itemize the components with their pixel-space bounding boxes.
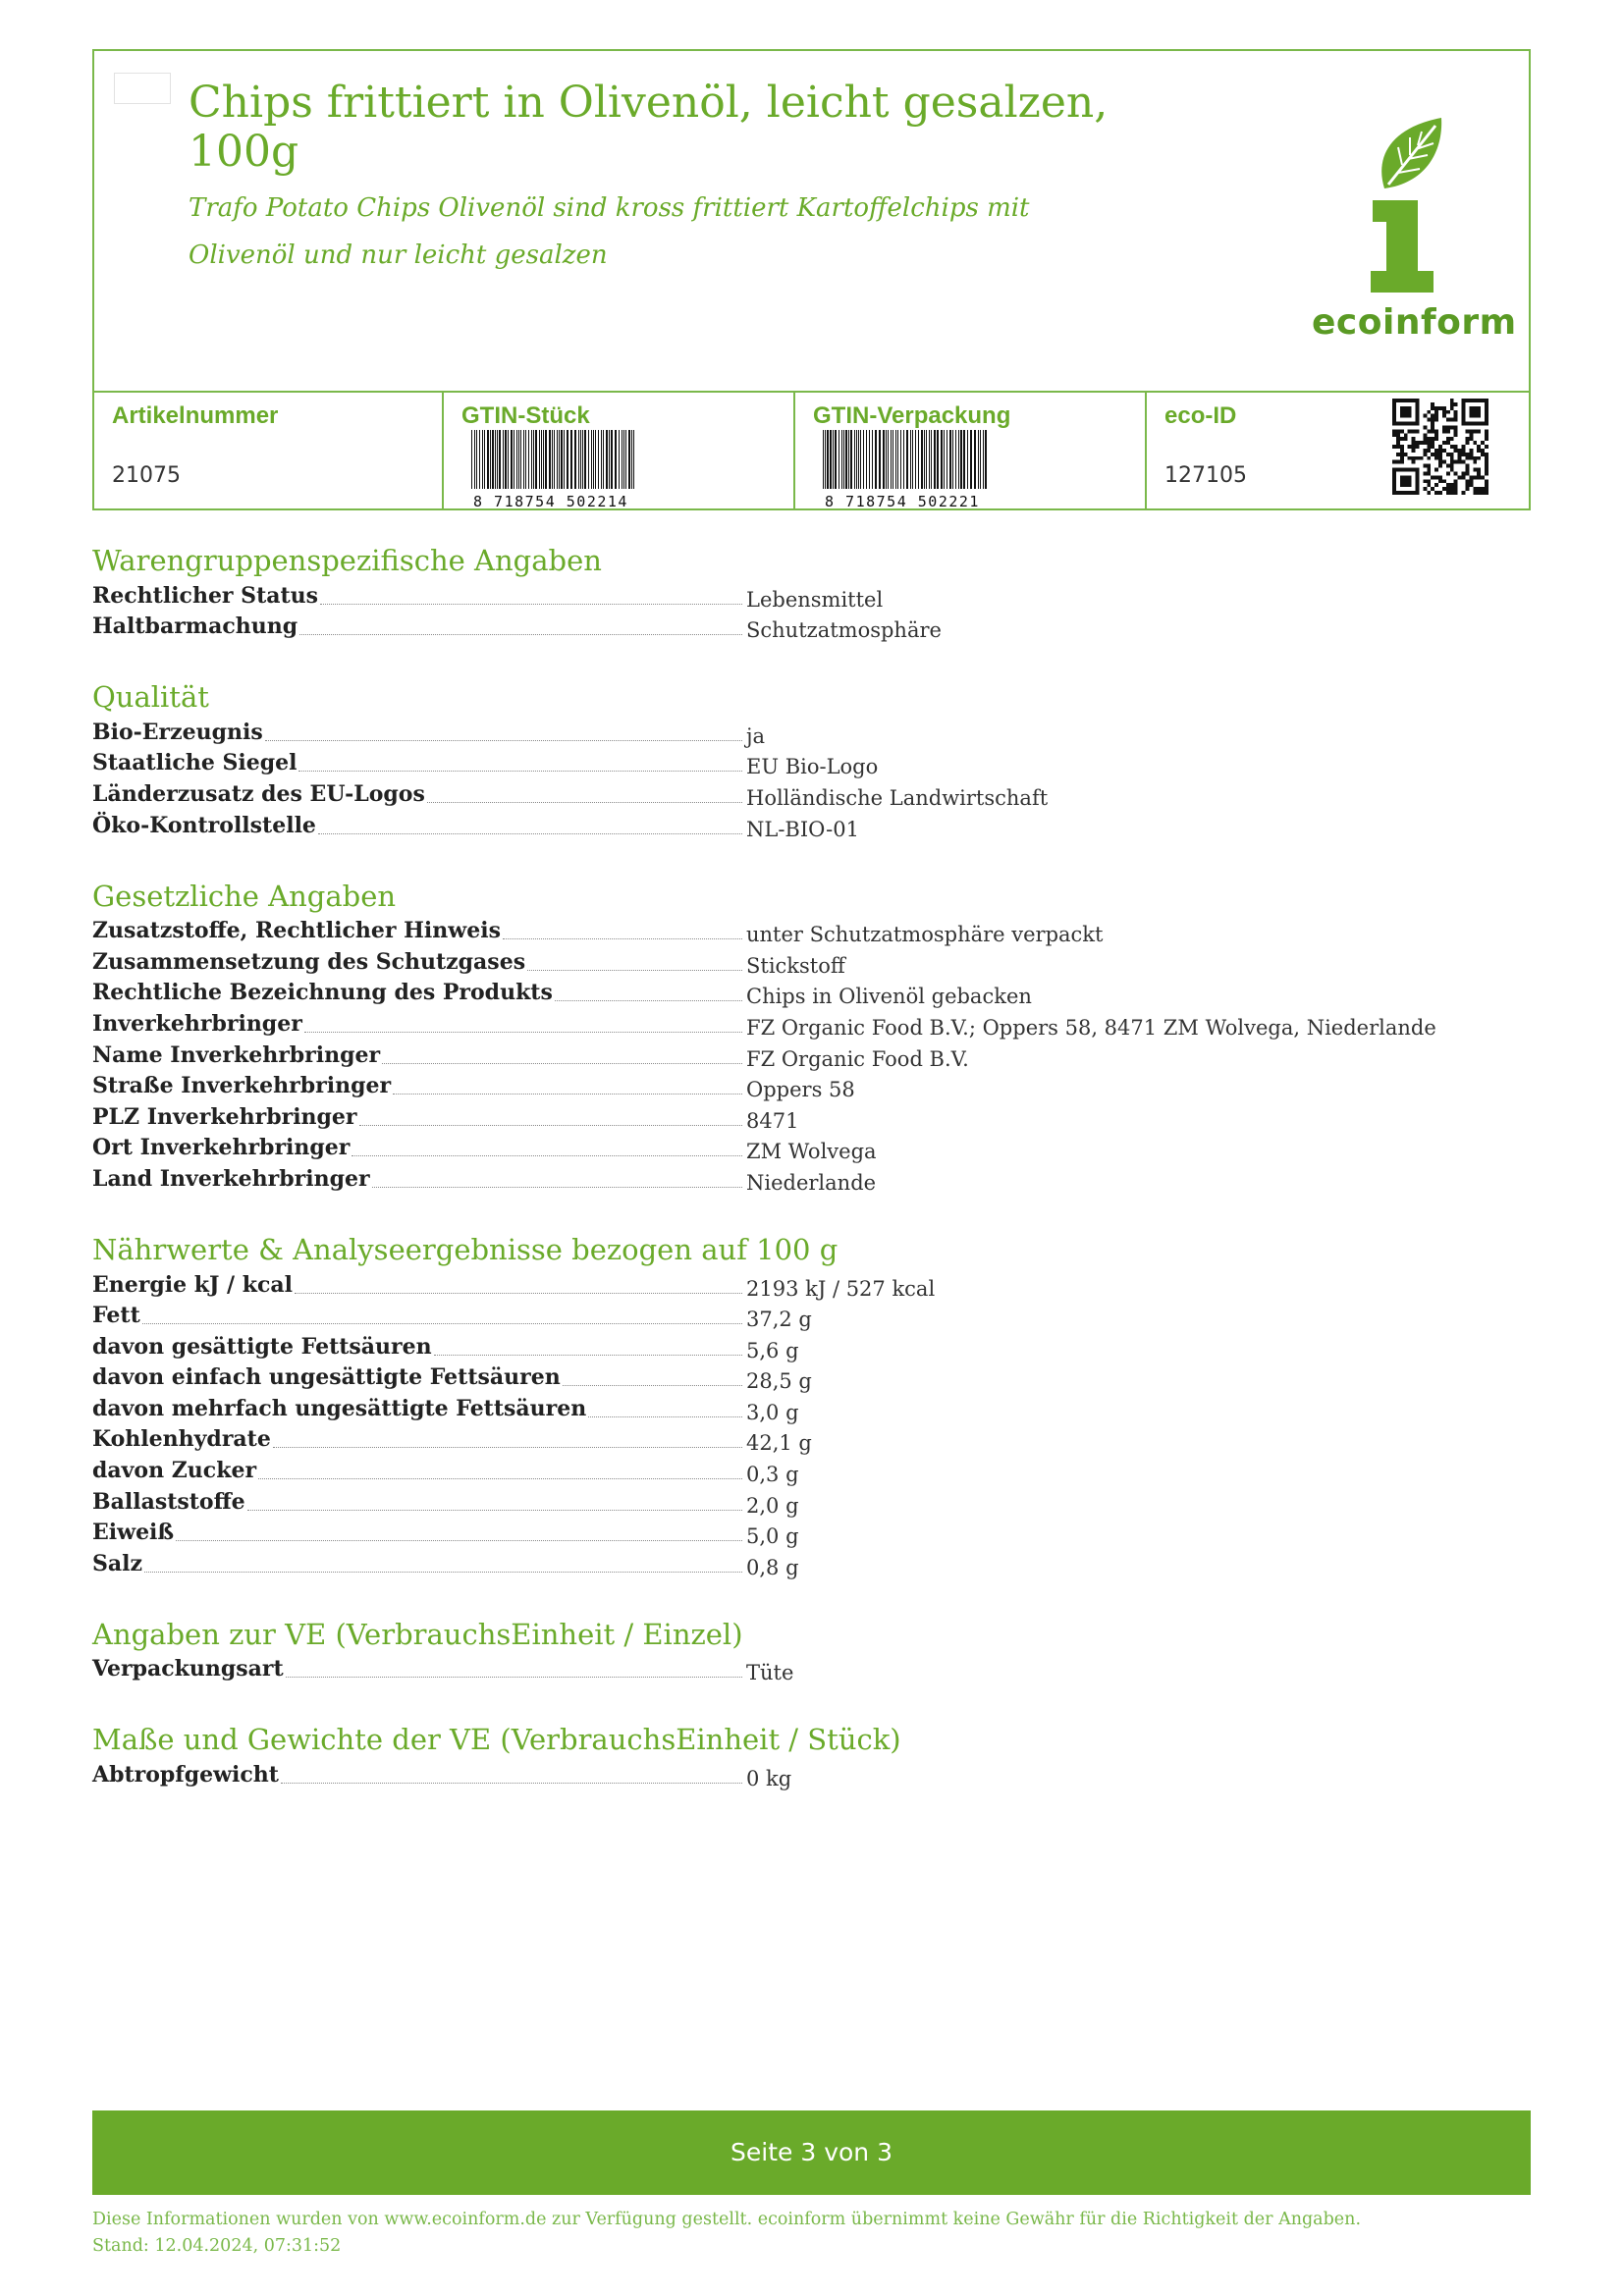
logo-wordmark: ecoinform bbox=[1312, 302, 1517, 343]
attribute-row bbox=[92, 1456, 1531, 1487]
attribute-label-wrap bbox=[92, 614, 742, 639]
attribute-label: Name Inverkehrbringer bbox=[92, 1041, 381, 1068]
attribute-label-wrap bbox=[92, 1272, 742, 1298]
attribute-label: Eiweiß bbox=[92, 1520, 175, 1546]
attribute-label: Haltbarmachung bbox=[92, 614, 298, 640]
qr-code[interactable] bbox=[1392, 399, 1488, 495]
attribute-row bbox=[92, 1270, 1531, 1302]
attribute-row bbox=[92, 1009, 1531, 1041]
attribute-row bbox=[92, 917, 1531, 948]
identifier-row bbox=[94, 391, 1529, 510]
attribute-label-wrap bbox=[92, 750, 742, 775]
dot-leader bbox=[563, 1384, 742, 1386]
artikelnummer-label: Artikelnummer bbox=[112, 402, 279, 429]
attribute-label: Salz bbox=[92, 1550, 142, 1576]
eco-id-label: eco-ID bbox=[1164, 402, 1237, 429]
attribute-label-wrap bbox=[92, 918, 742, 943]
disclaimer bbox=[92, 2207, 1531, 2260]
attribute-value: 0,3 g bbox=[746, 1463, 799, 1487]
attribute-value: 3,0 g bbox=[746, 1400, 799, 1424]
attribute-row bbox=[92, 1041, 1531, 1072]
section bbox=[92, 678, 1531, 841]
dot-leader bbox=[304, 1031, 742, 1033]
attribute-label: Straße Inverkehrbringer bbox=[92, 1073, 392, 1099]
attribute-label: davon einfach ungesättigte Fettsäuren bbox=[92, 1364, 561, 1391]
attribute-label: Inverkehrbringer bbox=[92, 1010, 302, 1037]
attribute-label: Rechtlicher Status bbox=[92, 582, 319, 609]
attribute-label: Staatliche Siegel bbox=[92, 750, 298, 776]
attribute-label-wrap bbox=[92, 1104, 742, 1130]
section bbox=[92, 878, 1531, 1196]
dot-leader bbox=[299, 633, 742, 635]
attribute-value: NL-BIO-01 bbox=[746, 817, 859, 841]
attribute-value: Stickstoff bbox=[746, 953, 845, 978]
attribute-row bbox=[92, 1363, 1531, 1395]
attribute-row bbox=[92, 1519, 1531, 1550]
attribute-label-wrap bbox=[92, 949, 742, 975]
attribute-label: Zusammensetzung des Schutzgases bbox=[92, 948, 526, 975]
attribute-label-wrap bbox=[92, 1551, 742, 1576]
gtin-verpackung-cell bbox=[793, 393, 1147, 508]
attribute-row bbox=[92, 1655, 1531, 1686]
artikelnummer-cell bbox=[94, 393, 442, 508]
attribute-label: Öko-Kontrollstelle bbox=[92, 812, 316, 838]
attribute-value: 8471 bbox=[746, 1108, 799, 1133]
attribute-label-wrap bbox=[92, 1364, 742, 1390]
attribute-value: Schutzatmosphäre bbox=[746, 618, 942, 643]
attribute-row bbox=[92, 1394, 1531, 1425]
attribute-label-wrap bbox=[92, 1011, 742, 1037]
attribute-label: PLZ Inverkehrbringer bbox=[92, 1103, 357, 1130]
gtin-verpackung-barcode bbox=[821, 430, 990, 510]
dot-leader bbox=[258, 1477, 742, 1479]
product-description: Trafo Potato Chips Olivenöl sind kross frittiert Kartoffelchips mit Olivenöl und nur leicht gesalzen bbox=[189, 193, 1030, 270]
attribute-value: 0,8 g bbox=[746, 1555, 799, 1579]
attribute-label-wrap bbox=[92, 1166, 742, 1192]
dot-leader bbox=[273, 1446, 742, 1448]
ecoinform-logo[interactable] bbox=[1312, 88, 1517, 353]
dot-leader bbox=[144, 1571, 742, 1573]
section bbox=[92, 1616, 1531, 1686]
dot-leader bbox=[372, 1186, 742, 1188]
attribute-label-wrap bbox=[92, 1396, 742, 1421]
product-title: Chips frittiert in Olivenöl, leicht gesalzen, 100g bbox=[189, 78, 1109, 177]
eco-id-value: 127105 bbox=[1164, 463, 1247, 488]
dot-leader bbox=[382, 1062, 742, 1064]
attribute-value: 5,0 g bbox=[746, 1524, 799, 1549]
attribute-value: 0 kg bbox=[746, 1767, 792, 1791]
attribute-value: 2,0 g bbox=[746, 1493, 799, 1518]
dot-leader bbox=[247, 1509, 742, 1511]
attribute-label: davon gesättigte Fettsäuren bbox=[92, 1333, 432, 1360]
attribute-row bbox=[92, 718, 1531, 749]
dot-leader bbox=[427, 801, 742, 803]
attribute-label: Rechtliche Bezeichnung des Produkts bbox=[92, 980, 553, 1006]
attribute-value: 37,2 g bbox=[746, 1308, 812, 1332]
dot-leader bbox=[555, 999, 742, 1001]
attribute-row bbox=[92, 1760, 1531, 1791]
dot-leader bbox=[588, 1415, 742, 1417]
gtin-verpackung-label: GTIN-Verpackung bbox=[813, 402, 1011, 429]
attribute-row bbox=[92, 1332, 1531, 1363]
attribute-row bbox=[92, 1102, 1531, 1134]
section bbox=[92, 542, 1531, 643]
disclaimer-text: Diese Informationen wurden von www.ecoinform.de zur Verfügung gestellt. ecoinform übernimmt keine Gewähr für die Richtigkeit der Angaben. bbox=[92, 2210, 1362, 2229]
attribute-row bbox=[92, 749, 1531, 780]
svg-text:8 718754 502214: 8 718754 502214 bbox=[473, 493, 628, 510]
attribute-label-wrap bbox=[92, 1656, 742, 1682]
product-details bbox=[92, 542, 1531, 1827]
dot-leader bbox=[359, 1124, 742, 1126]
attribute-row bbox=[92, 779, 1531, 811]
attribute-label-wrap bbox=[92, 1135, 742, 1160]
page-indicator: Seite 3 von 3 bbox=[92, 2110, 1531, 2195]
gtin-stueck-barcode bbox=[469, 430, 638, 510]
dot-leader bbox=[320, 603, 742, 605]
attribute-value: Lebensmittel bbox=[746, 587, 884, 612]
attribute-value: Chips in Olivenöl gebacken bbox=[746, 985, 1032, 1009]
attribute-row bbox=[92, 979, 1531, 1010]
attribute-value: ZM Wolvega bbox=[746, 1140, 877, 1164]
attribute-row bbox=[92, 1302, 1531, 1333]
attribute-value: Holländische Landwirtschaft bbox=[746, 785, 1049, 810]
attribute-value: unter Schutzatmosphäre verpackt bbox=[746, 923, 1104, 947]
attribute-label-wrap bbox=[92, 1334, 742, 1360]
select-checkbox[interactable] bbox=[114, 73, 171, 104]
timestamp: Stand: 12.04.2024, 07:31:52 bbox=[92, 2236, 342, 2256]
dot-leader bbox=[503, 937, 742, 939]
attribute-label-wrap bbox=[92, 1762, 742, 1788]
dot-leader bbox=[318, 832, 742, 834]
attribute-row bbox=[92, 1425, 1531, 1457]
attribute-label-wrap bbox=[92, 1520, 742, 1545]
attribute-label: Land Inverkehrbringer bbox=[92, 1165, 370, 1192]
attribute-row bbox=[92, 1134, 1531, 1165]
attribute-label: davon Zucker bbox=[92, 1458, 257, 1484]
attribute-label-wrap bbox=[92, 1073, 742, 1098]
attribute-value: 28,5 g bbox=[746, 1369, 812, 1394]
attribute-row bbox=[92, 811, 1531, 842]
dot-leader bbox=[434, 1354, 742, 1356]
attribute-label-wrap bbox=[92, 1426, 742, 1452]
artikelnummer-value: 21075 bbox=[112, 463, 181, 488]
eco-id-cell bbox=[1145, 393, 1531, 508]
leaf-icon bbox=[1312, 88, 1508, 299]
gtin-stueck-label: GTIN-Stück bbox=[461, 402, 590, 429]
dot-leader bbox=[142, 1322, 742, 1324]
attribute-value: ja bbox=[746, 723, 766, 748]
attribute-label-wrap bbox=[92, 813, 742, 838]
section-title: Maße und Gewichte der VE (VerbrauchsEinheit / Stück) bbox=[92, 1723, 901, 1757]
attribute-label-wrap bbox=[92, 980, 742, 1005]
dot-leader bbox=[352, 1154, 742, 1156]
attribute-row bbox=[92, 1549, 1531, 1580]
dot-leader bbox=[265, 739, 742, 741]
section-title: Angaben zur VE (VerbrauchsEinheit / Einzel) bbox=[92, 1617, 743, 1651]
attribute-row bbox=[92, 613, 1531, 644]
attribute-label-wrap bbox=[92, 583, 742, 609]
dot-leader bbox=[295, 1292, 742, 1294]
attribute-row bbox=[92, 581, 1531, 613]
attribute-value: 42,1 g bbox=[746, 1431, 812, 1456]
attribute-label: Ort Inverkehrbringer bbox=[92, 1135, 351, 1161]
attribute-label-wrap bbox=[92, 781, 742, 807]
attribute-label: Bio-Erzeugnis bbox=[92, 719, 263, 745]
attribute-label-wrap bbox=[92, 1303, 742, 1328]
attribute-label: Energie kJ / kcal bbox=[92, 1271, 294, 1298]
section-title: Qualität bbox=[92, 680, 209, 715]
attribute-label: Fett bbox=[92, 1303, 140, 1329]
attribute-row bbox=[92, 1164, 1531, 1196]
dot-leader bbox=[393, 1093, 742, 1095]
attribute-value: Oppers 58 bbox=[746, 1078, 855, 1102]
attribute-label: Zusatzstoffe, Rechtlicher Hinweis bbox=[92, 918, 501, 944]
dot-leader bbox=[176, 1539, 742, 1541]
attribute-label: Länderzusatz des EU-Logos bbox=[92, 780, 425, 807]
attribute-value: EU Bio-Logo bbox=[746, 755, 879, 779]
attribute-label: Ballaststoffe bbox=[92, 1488, 245, 1515]
dot-leader bbox=[281, 1782, 742, 1784]
product-header bbox=[92, 49, 1531, 510]
attribute-value: FZ Organic Food B.V.; Oppers 58, 8471 ZM Wolvega, Niederlande bbox=[746, 1015, 1436, 1040]
attribute-value: 5,6 g bbox=[746, 1338, 799, 1362]
attribute-label-wrap bbox=[92, 1042, 742, 1068]
dot-leader bbox=[298, 770, 742, 772]
attribute-label-wrap bbox=[92, 1489, 742, 1515]
dot-leader bbox=[527, 969, 742, 971]
gtin-stueck-cell bbox=[442, 393, 795, 508]
attribute-row bbox=[92, 947, 1531, 979]
dot-leader bbox=[286, 1676, 742, 1678]
attribute-value: Tüte bbox=[746, 1661, 794, 1685]
section-title: Nährwerte & Analyseergebnisse bezogen auf 100 g bbox=[92, 1232, 839, 1266]
section bbox=[92, 1231, 1531, 1580]
attribute-value: FZ Organic Food B.V. bbox=[746, 1046, 969, 1071]
attribute-label: Kohlenhydrate bbox=[92, 1426, 271, 1453]
svg-text:8 718754 502221: 8 718754 502221 bbox=[825, 493, 980, 510]
attribute-label: davon mehrfach ungesättigte Fettsäuren bbox=[92, 1395, 587, 1421]
attribute-label: Verpackungsart bbox=[92, 1656, 284, 1682]
section-title: Warengruppenspezifische Angaben bbox=[92, 544, 602, 577]
attribute-value: Niederlande bbox=[746, 1170, 877, 1195]
section bbox=[92, 1721, 1531, 1791]
attribute-row bbox=[92, 1487, 1531, 1519]
attribute-label-wrap bbox=[92, 720, 742, 745]
attribute-value: 2193 kJ / 527 kcal bbox=[746, 1276, 936, 1301]
attribute-label-wrap bbox=[92, 1458, 742, 1483]
attribute-label: Abtropfgewicht bbox=[92, 1762, 279, 1789]
section-title: Gesetzliche Angaben bbox=[92, 879, 397, 913]
attribute-row bbox=[92, 1072, 1531, 1103]
